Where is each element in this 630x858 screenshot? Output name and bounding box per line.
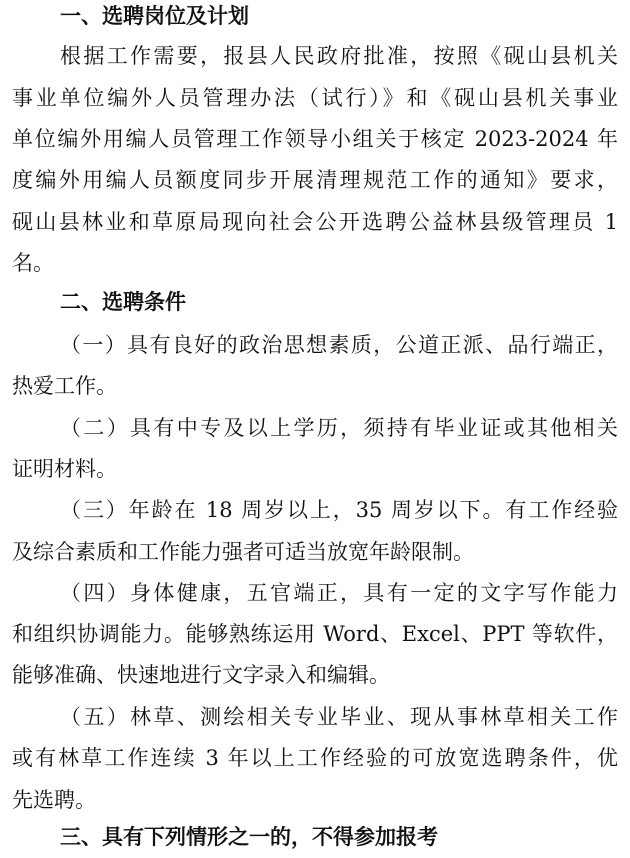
- section-heading-1: 一、选聘岗位及计划: [60, 4, 249, 28]
- condition-item-5-line: 或有林草工作连续 3 年以上工作经验的可放宽选聘条件，优: [12, 746, 618, 770]
- paragraph-line: 度编外用编人员额度同步开展清理规范工作的通知》要求，: [12, 168, 618, 192]
- condition-item-4-line: （四）身体健康，五官端正，具有一定的文字写作能力: [60, 581, 618, 605]
- section-heading-3: 三、具有下列情形之一的，不得参加报考: [60, 825, 438, 849]
- condition-item-4-line: 和组织协调能力。能够熟练运用 Word、Excel、PPT 等软件，: [12, 622, 618, 646]
- condition-item-2-line: 证明材料。: [12, 457, 117, 481]
- paragraph-line: 名。: [12, 251, 54, 275]
- condition-item-5-line: （五）林草、测绘相关专业毕业、现从事林草相关工作: [60, 705, 618, 729]
- condition-item-1-line: （一）具有良好的政治思想素质，公道正派、品行端正，: [60, 333, 618, 357]
- paragraph-line: 单位编外用编人员管理工作领导小组关于核定 2023-2024 年: [12, 127, 618, 151]
- paragraph-line: 事业单位编外人员管理办法（试行）》和《砚山县机关事业: [12, 86, 618, 110]
- condition-item-3-line: （三）年龄在 18 周岁以上，35 周岁以下。有工作经验: [60, 498, 618, 522]
- paragraph-line: 砚山县林业和草原局现向社会公开选聘公益林县级管理员 1: [12, 210, 618, 234]
- condition-item-3-line: 及综合素质和工作能力强者可适当放宽年龄限制。: [12, 540, 474, 564]
- condition-item-2-line: （二）具有中专及以上学历，须持有毕业证或其他相关: [60, 416, 618, 440]
- condition-item-1-line: 热爱工作。: [12, 374, 117, 398]
- condition-item-4-line: 能够准确、快速地进行文字录入和编辑。: [12, 663, 390, 687]
- section-heading-2: 二、选聘条件: [60, 290, 186, 314]
- condition-item-5-line: 先选聘。: [12, 788, 96, 812]
- paragraph-line: 根据工作需要，报县人民政府批准，按照《砚山县机关: [60, 44, 618, 68]
